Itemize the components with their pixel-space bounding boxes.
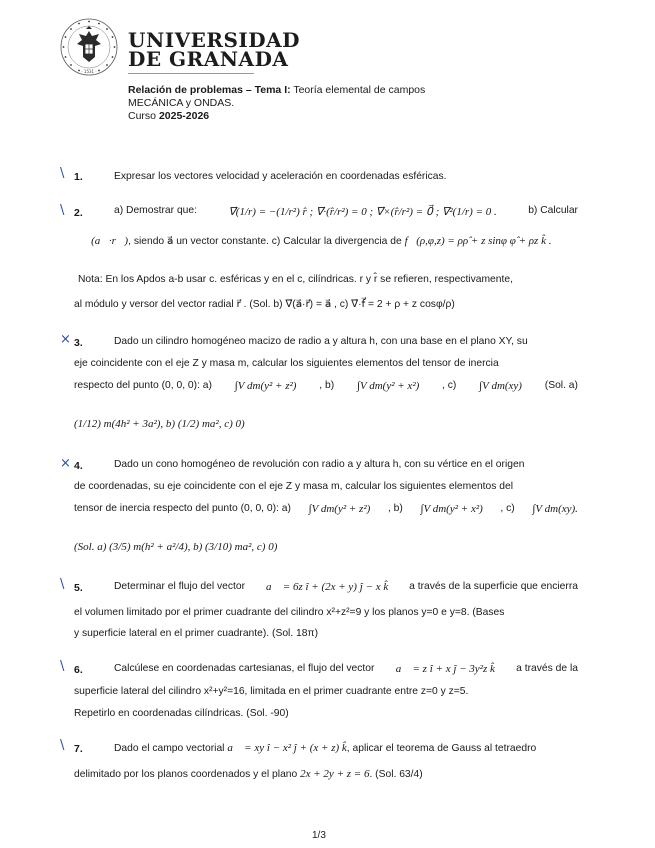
problem-2-line2-text: , siendo a⃗ un vector constante. c) Calcular la divergencia de bbox=[128, 236, 402, 247]
solution-expression: (1/12) m(4h² + 3a²), b) (1/2) ma², c) 0) bbox=[74, 418, 245, 430]
problem-number: 7. bbox=[74, 743, 83, 755]
handwritten-check-mark: \ bbox=[60, 203, 65, 218]
problem-2-line1 bbox=[114, 205, 578, 218]
problem-3-line3-pre: respecto del punto (0, 0, 0): a) bbox=[74, 380, 212, 391]
problem-7-line2-post: . (Sol. 63/4) bbox=[369, 769, 423, 780]
problem-2-equations: ∇⃗(1/r) = −(1/r²) r̂ ; ∇⃗·(r̂/r²) = 0 ; ∇⃗×(r̂/r²) = 0⃗ ; ∇²(1/r) = 0 . bbox=[228, 206, 497, 218]
problem-6-line1-post: a través de la bbox=[516, 663, 578, 674]
problem-1-text: Expresar los vectores velocidad y aceleración en coordenadas esféricas. bbox=[114, 171, 447, 182]
title-rest: Teoría elemental de campos bbox=[290, 84, 426, 96]
header-divider bbox=[128, 73, 254, 74]
problem-7-line2-pre: delimitado por los planos coordenados y el plano bbox=[74, 769, 298, 780]
document-subtitle: MECÁNICA y ONDAS. bbox=[128, 97, 235, 109]
problem-2-note-line2: al módulo y versor del vector radial r⃗ . (Sol. b) ∇⃗(a⃗·r⃗) = a⃗ , c) ∇⃗·f⃗ = 2 + ρ + z cosφ/ρ) bbox=[74, 299, 455, 310]
solution-prefix: (Sol. a) bbox=[544, 380, 578, 391]
course-year-value: 2025-2026 bbox=[158, 110, 210, 122]
problem-7-line1-post: , aplicar el teorema de Gauss al tetraedro bbox=[346, 743, 537, 754]
problem-4-line3 bbox=[74, 503, 578, 515]
problem-3-line1: Dado un cilindro homogéneo macizo de radio a y altura h, con una base en el plano XY, su bbox=[114, 336, 528, 347]
handwritten-cross-mark: × bbox=[60, 332, 71, 347]
handwritten-check-mark: \ bbox=[60, 577, 65, 592]
problem-number: 5. bbox=[74, 582, 83, 594]
integral-c: ∫V dm(xy). bbox=[532, 503, 578, 515]
document-title bbox=[128, 84, 425, 96]
vector-field-expression: f⃗(ρ,φ,z) = ρρ̂ + z sinφ φ̂ + ρz k̂ . bbox=[404, 235, 552, 247]
problem-3-line3 bbox=[74, 380, 578, 392]
problem-3-line2: eje coincidente con el eje Z y masa m, calcular los siguientes elementos del tensor de inercia bbox=[74, 358, 499, 369]
problem-number: 4. bbox=[74, 460, 83, 472]
problem-2-line2 bbox=[74, 235, 578, 247]
label-c: , c) bbox=[500, 503, 515, 514]
problem-5-line1-post: a través de la superficie que encierra bbox=[409, 581, 578, 592]
course-year bbox=[128, 110, 209, 122]
problem-7-line2 bbox=[74, 768, 578, 780]
problem-5-line1 bbox=[114, 581, 578, 593]
problem-6-line1-pre: Calcúlese en coordenadas cartesianas, el flujo del vector bbox=[114, 663, 375, 674]
problem-6-line1 bbox=[114, 663, 578, 675]
problem-4-line1: Dado un cono homogéneo de revolución con radio a y altura h, con su vértice en el origen bbox=[114, 459, 525, 470]
problem-6-line2: superficie lateral del cilindro x²+y²=16, limitada en el primer cuadrante entre z=0 y z=5. bbox=[74, 686, 469, 697]
problem-number: 2. bbox=[74, 207, 83, 219]
page-number: 1/3 bbox=[312, 830, 326, 841]
course-year-label: Curso bbox=[128, 110, 159, 122]
problem-7-line1 bbox=[114, 742, 578, 754]
problem-2-line1-end: b) Calcular bbox=[528, 205, 578, 216]
problem-3-solution bbox=[74, 418, 578, 430]
label-c: , c) bbox=[442, 380, 457, 391]
problem-number: 6. bbox=[74, 664, 83, 676]
integral-a: ∫V dm(y² + z²) bbox=[308, 503, 371, 515]
integral-a: ∫V dm(y² + z²) bbox=[234, 380, 297, 392]
handwritten-cross-mark: × bbox=[60, 456, 71, 471]
problem-5-line2: el volumen limitado por el primer cuadrante del cilindro x²+z²=9 y los planos y=0 e y=8. (Bases bbox=[74, 607, 505, 618]
gradient-expression: ∇⃗(a⃗·r⃗) bbox=[74, 235, 129, 247]
label-b: , b) bbox=[387, 503, 403, 514]
integral-c: ∫V dm(xy) bbox=[479, 380, 522, 392]
problem-6-line3: Repetirlo en coordenadas cilíndricas. (Sol. -90) bbox=[74, 708, 289, 719]
university-crest-logo bbox=[59, 17, 119, 77]
vector-field-expression: a⃗ = z î + x ĵ − 3y²z k̂ bbox=[395, 663, 495, 675]
problem-2-intro: a) Demostrar que: bbox=[114, 205, 197, 216]
problem-5-line3: y superficie lateral en el primer cuadrante). (Sol. 18π) bbox=[74, 628, 319, 639]
svg-text:· 1531 ·: · 1531 · bbox=[81, 69, 97, 74]
handwritten-check-mark: \ bbox=[60, 738, 65, 753]
vector-field-expression: a⃗ = 6z î + (2x + y) ĵ − x k̂ bbox=[265, 581, 389, 593]
title-bold-part: Relación de problemas – Tema I: bbox=[128, 84, 291, 96]
problem-2-note-line1: Nota: En los Apdos a-b usar c. esféricas y en el c, cilíndricas. r y r̂ se refieren, respectivamente, bbox=[78, 274, 513, 285]
handwritten-check-mark: \ bbox=[60, 659, 65, 674]
problem-7-line1-pre: Dado el campo vectorial bbox=[114, 743, 225, 754]
problem-5-line1-pre: Determinar el flujo del vector bbox=[114, 581, 246, 592]
handwritten-check-mark: \ bbox=[60, 166, 65, 181]
plane-equation: 2x + 2y + z = 6 bbox=[300, 768, 370, 780]
problem-number: 3. bbox=[74, 337, 83, 349]
solution-expression: (Sol. a) (3/5) m(h² + a²/4), b) (3/10) ma², c) 0) bbox=[74, 541, 278, 553]
problem-4-line3-pre: tensor de inercia respecto del punto (0, 0, 0): a) bbox=[74, 503, 291, 514]
university-name-line2: DE GRANADA bbox=[128, 47, 289, 71]
vector-field-expression: a⃗ = xy î − x² ĵ + (x + z) k̂ bbox=[227, 742, 347, 754]
integral-b: ∫V dm(y² + x²) bbox=[420, 503, 483, 515]
label-b: , b) bbox=[319, 380, 335, 391]
integral-b: ∫V dm(y² + x²) bbox=[356, 380, 420, 392]
university-name-line1: UNIVERSIDAD bbox=[128, 28, 300, 52]
problem-4-solution bbox=[74, 541, 578, 553]
problem-number: 1. bbox=[74, 171, 83, 183]
problem-4-line2: de coordenadas, su eje coincidente con el eje Z y masa m, calcular los siguientes elementos del bbox=[74, 481, 514, 492]
